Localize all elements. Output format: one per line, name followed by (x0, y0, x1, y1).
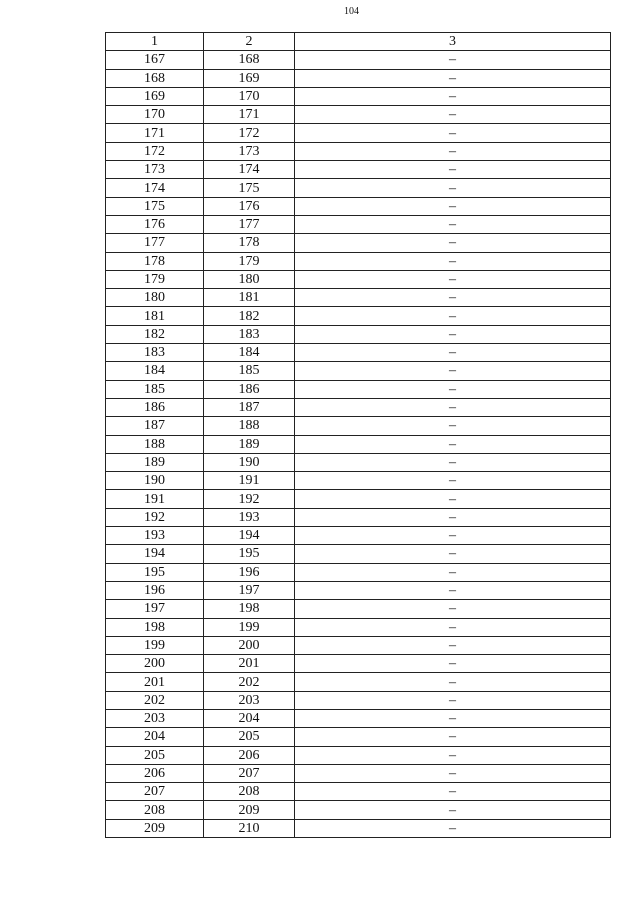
table-row (106, 106, 611, 124)
table-cell-col-3: – (295, 51, 611, 69)
table-cell-col-2: 174 (204, 161, 295, 179)
table-row (106, 325, 611, 343)
table-row (106, 819, 611, 837)
table-cell-col-3: – (295, 490, 611, 508)
table-cell-col-3: – (295, 435, 611, 453)
table-cell-col-2: 186 (204, 380, 295, 398)
table-row (106, 362, 611, 380)
table-cell-col-3: – (295, 307, 611, 325)
table-cell-col-1: 169 (106, 87, 204, 105)
table-row (106, 453, 611, 471)
table-row (106, 472, 611, 490)
table-cell-col-2: 170 (204, 87, 295, 105)
table-cell-col-1: 193 (106, 527, 204, 545)
table-cell-col-1: 199 (106, 636, 204, 654)
table-row (106, 783, 611, 801)
table-cell-col-3: – (295, 106, 611, 124)
table-row (106, 252, 611, 270)
table-cell-col-1: 180 (106, 289, 204, 307)
table-row (106, 636, 611, 654)
table-row (106, 124, 611, 142)
table-cell-col-2: 210 (204, 819, 295, 837)
table-cell-col-1: 209 (106, 819, 204, 837)
table-cell-col-1: 175 (106, 197, 204, 215)
table-cell-col-2: 183 (204, 325, 295, 343)
table-cell-col-2: 179 (204, 252, 295, 270)
table-cell-col-2: 168 (204, 51, 295, 69)
table-cell-col-1: 171 (106, 124, 204, 142)
table-cell-col-3: – (295, 289, 611, 307)
table-cell-col-3: – (295, 142, 611, 160)
table-row (106, 197, 611, 215)
table-cell-col-1: 177 (106, 234, 204, 252)
table-cell-col-3: – (295, 691, 611, 709)
table-body (106, 51, 611, 838)
table-cell-col-2: 180 (204, 270, 295, 288)
table-cell-col-2: 173 (204, 142, 295, 160)
table-cell-col-2: 177 (204, 215, 295, 233)
table-row (106, 709, 611, 727)
table-cell-col-2: 191 (204, 472, 295, 490)
table-cell-col-2: 203 (204, 691, 295, 709)
table-cell-col-2: 194 (204, 527, 295, 545)
table-cell-col-1: 201 (106, 673, 204, 691)
table-cell-col-2: 176 (204, 197, 295, 215)
table-cell-col-2: 190 (204, 453, 295, 471)
table-cell-col-1: 182 (106, 325, 204, 343)
table-cell-col-3: – (295, 655, 611, 673)
table-cell-col-2: 169 (204, 69, 295, 87)
table-cell-col-1: 167 (106, 51, 204, 69)
table-cell-col-3: – (295, 581, 611, 599)
table-cell-col-3: – (295, 508, 611, 526)
table-row (106, 618, 611, 636)
table-cell-col-1: 191 (106, 490, 204, 508)
table-cell-col-1: 207 (106, 783, 204, 801)
table-cell-col-1: 202 (106, 691, 204, 709)
table-row (106, 673, 611, 691)
column-header-1: 1 (106, 33, 204, 51)
table-row (106, 545, 611, 563)
table-cell-col-1: 195 (106, 563, 204, 581)
table-cell-col-2: 196 (204, 563, 295, 581)
table-cell-col-1: 206 (106, 764, 204, 782)
table-cell-col-3: – (295, 252, 611, 270)
table-cell-col-3: – (295, 215, 611, 233)
table-row (106, 600, 611, 618)
table-cell-col-3: – (295, 124, 611, 142)
table-cell-col-2: 187 (204, 398, 295, 416)
table-cell-col-3: – (295, 453, 611, 471)
table-cell-col-2: 175 (204, 179, 295, 197)
column-header-3: 3 (295, 33, 611, 51)
table-cell-col-2: 201 (204, 655, 295, 673)
table-row (106, 508, 611, 526)
table-cell-col-2: 197 (204, 581, 295, 599)
table-cell-col-3: – (295, 636, 611, 654)
table-cell-col-3: – (295, 179, 611, 197)
table-cell-col-2: 182 (204, 307, 295, 325)
table-cell-col-2: 198 (204, 600, 295, 618)
table-cell-col-3: – (295, 563, 611, 581)
table-row (106, 527, 611, 545)
table-cell-col-3: – (295, 783, 611, 801)
table-row (106, 801, 611, 819)
table-cell-col-1: 186 (106, 398, 204, 416)
table-cell-col-2: 178 (204, 234, 295, 252)
table-cell-col-1: 203 (106, 709, 204, 727)
table-cell-col-3: – (295, 197, 611, 215)
table-row (106, 563, 611, 581)
table-cell-col-3: – (295, 325, 611, 343)
table-cell-col-2: 171 (204, 106, 295, 124)
table-cell-col-1: 205 (106, 746, 204, 764)
table-cell-col-1: 184 (106, 362, 204, 380)
table-row (106, 398, 611, 416)
table-cell-col-3: – (295, 819, 611, 837)
table-row (106, 728, 611, 746)
table-cell-col-1: 194 (106, 545, 204, 563)
table-cell-col-3: – (295, 398, 611, 416)
table-cell-col-3: – (295, 746, 611, 764)
table-cell-col-1: 197 (106, 600, 204, 618)
table-row (106, 289, 611, 307)
table-row (106, 490, 611, 508)
table-cell-col-3: – (295, 764, 611, 782)
table-cell-col-2: 199 (204, 618, 295, 636)
table-row (106, 746, 611, 764)
table-row (106, 270, 611, 288)
table-cell-col-2: 184 (204, 344, 295, 362)
table-row (106, 69, 611, 87)
table-cell-col-1: 196 (106, 581, 204, 599)
table-cell-col-1: 173 (106, 161, 204, 179)
table-cell-col-2: 204 (204, 709, 295, 727)
table-cell-col-2: 207 (204, 764, 295, 782)
table-cell-col-1: 192 (106, 508, 204, 526)
table-cell-col-2: 205 (204, 728, 295, 746)
table-cell-col-2: 206 (204, 746, 295, 764)
table-cell-col-1: 174 (106, 179, 204, 197)
table-cell-col-3: – (295, 362, 611, 380)
table-row (106, 435, 611, 453)
table-cell-col-3: – (295, 270, 611, 288)
table-cell-col-3: – (295, 417, 611, 435)
table-cell-col-3: – (295, 344, 611, 362)
table-row (106, 344, 611, 362)
table-cell-col-2: 209 (204, 801, 295, 819)
table-header (106, 33, 611, 51)
table-cell-col-3: – (295, 234, 611, 252)
table-cell-col-3: – (295, 618, 611, 636)
table-cell-col-1: 179 (106, 270, 204, 288)
table-cell-col-1: 208 (106, 801, 204, 819)
column-header-2: 2 (204, 33, 295, 51)
table-cell-col-3: – (295, 69, 611, 87)
table-cell-col-2: 208 (204, 783, 295, 801)
table-cell-col-3: – (295, 527, 611, 545)
table-cell-col-2: 192 (204, 490, 295, 508)
table-cell-col-2: 189 (204, 435, 295, 453)
table-cell-col-2: 202 (204, 673, 295, 691)
table-cell-col-2: 193 (204, 508, 295, 526)
table-row (106, 307, 611, 325)
table-cell-col-3: – (295, 673, 611, 691)
header-row (106, 33, 611, 51)
table-cell-col-3: – (295, 728, 611, 746)
table-cell-col-3: – (295, 472, 611, 490)
table-row (106, 581, 611, 599)
table-cell-col-2: 181 (204, 289, 295, 307)
table-row (106, 417, 611, 435)
table-cell-col-3: – (295, 801, 611, 819)
table-cell-col-1: 181 (106, 307, 204, 325)
table-row (106, 87, 611, 105)
page-number: 104 (344, 6, 359, 17)
table-row (106, 691, 611, 709)
table-row (106, 179, 611, 197)
table-cell-col-3: – (295, 161, 611, 179)
table-row (106, 764, 611, 782)
table-cell-col-2: 185 (204, 362, 295, 380)
table-row (106, 234, 611, 252)
table-cell-col-1: 198 (106, 618, 204, 636)
table-cell-col-2: 195 (204, 545, 295, 563)
table-row (106, 142, 611, 160)
table-cell-col-1: 172 (106, 142, 204, 160)
table-cell-col-3: – (295, 545, 611, 563)
table-cell-col-3: – (295, 709, 611, 727)
table-cell-col-1: 170 (106, 106, 204, 124)
table-cell-col-1: 183 (106, 344, 204, 362)
table-cell-col-2: 188 (204, 417, 295, 435)
table-cell-col-1: 204 (106, 728, 204, 746)
table-cell-col-2: 172 (204, 124, 295, 142)
table-row (106, 51, 611, 69)
table-row (106, 215, 611, 233)
table-cell-col-3: – (295, 87, 611, 105)
table-row (106, 380, 611, 398)
table-cell-col-1: 188 (106, 435, 204, 453)
table-cell-col-1: 189 (106, 453, 204, 471)
table-cell-col-1: 187 (106, 417, 204, 435)
table-cell-col-1: 178 (106, 252, 204, 270)
table-cell-col-1: 200 (106, 655, 204, 673)
table-row (106, 655, 611, 673)
table-cell-col-1: 176 (106, 215, 204, 233)
table-cell-col-3: – (295, 600, 611, 618)
table-row (106, 161, 611, 179)
table-cell-col-1: 168 (106, 69, 204, 87)
table-cell-col-1: 185 (106, 380, 204, 398)
table-cell-col-1: 190 (106, 472, 204, 490)
table-cell-col-2: 200 (204, 636, 295, 654)
data-table (105, 32, 611, 838)
table-cell-col-3: – (295, 380, 611, 398)
